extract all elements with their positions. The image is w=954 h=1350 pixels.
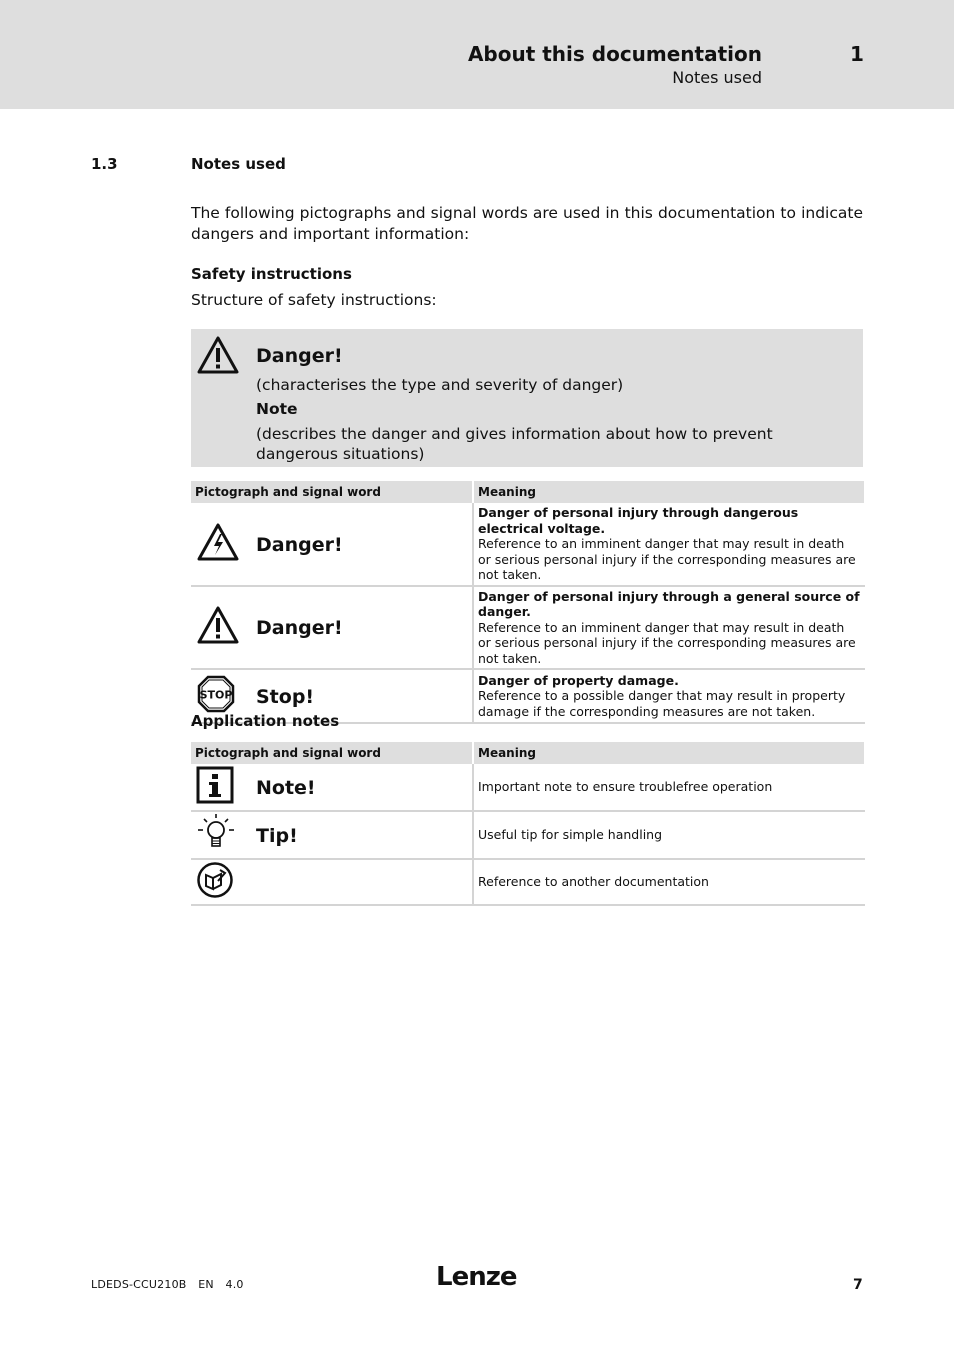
safety-structure-box (191, 329, 863, 467)
intro-paragraph: The following pictographs and signal words are used in this documentation to indicate dangers and important information: (191, 204, 863, 243)
meaning-title: Danger of property damage. (478, 672, 679, 688)
lenze-logo: Lenze (436, 1262, 517, 1292)
meaning-title: Danger of personal injury through dangerous electrical voltage. (478, 505, 799, 536)
table-header-row (191, 481, 865, 503)
safety-heading: Safety instructions (191, 265, 352, 283)
footer-doc-info (91, 1278, 252, 1291)
box-description-text: (describes the danger and gives information about how to prevent dangerous situations) (256, 425, 773, 463)
general-danger-icon (196, 605, 240, 649)
reference-book-icon (196, 861, 234, 903)
footer-doc-id: LDEDS-CCU210B (91, 1278, 187, 1291)
chapter-number: 1 (850, 42, 864, 66)
application-notes-table (191, 742, 866, 906)
footer-lang: EN (198, 1278, 214, 1291)
general-danger-icon (196, 335, 240, 379)
electrical-danger-icon (196, 522, 240, 566)
meaning-text: Reference to another documentation (473, 859, 865, 905)
table-row (191, 586, 865, 670)
meaning-text: Reference to a possible danger that may result in property damage if the corresponding measures are not taken. (478, 688, 846, 719)
section-title: Notes used (191, 155, 286, 173)
signal-word: Stop! (256, 686, 315, 709)
table-header-row (191, 742, 865, 764)
meaning-text: Reference to an imminent danger that may result in death or serious personal injury if the corresponding measures are not taken. (478, 536, 856, 582)
table-row (191, 811, 865, 859)
table-row (191, 859, 865, 905)
box-signal-word: Danger! (256, 345, 343, 367)
info-icon (196, 766, 234, 808)
meaning-text: Reference to an imminent danger that may result in death or serious personal injury if the corresponding measures are not taken. (478, 619, 856, 666)
section-number: 1.3 (91, 155, 118, 173)
safety-notes-table (191, 481, 866, 724)
footer-version: 4.0 (225, 1278, 244, 1291)
table-row (191, 764, 865, 811)
header-subtitle: Notes used (672, 68, 762, 87)
column-header: Pictograph and signal word (191, 742, 473, 764)
safety-structure-label: Structure of safety instructions: (191, 291, 437, 309)
column-header: Meaning (473, 481, 865, 503)
lightbulb-icon (196, 813, 236, 857)
page-header (0, 0, 954, 109)
application-heading: Application notes (191, 712, 340, 730)
svg-text:STOP: STOP (199, 688, 233, 702)
meaning-text: Important note to ensure troublefree operation (473, 764, 865, 811)
signal-word: Note! (256, 777, 316, 800)
column-header: Pictograph and signal word (191, 481, 473, 503)
meaning-text: Useful tip for simple handling (473, 811, 865, 859)
box-note-label: Note (256, 400, 298, 418)
header-title: About this documentation (467, 42, 762, 66)
column-header: Meaning (473, 742, 865, 764)
page-number: 7 (853, 1277, 863, 1293)
signal-word: Danger! (256, 533, 343, 556)
meaning-title: Danger of personal injury through a general source of danger. (478, 588, 860, 619)
table-row (191, 503, 865, 586)
box-type-text: (characterises the type and severity of danger) (256, 376, 624, 394)
signal-word: Danger! (256, 617, 343, 640)
signal-word: Tip! (256, 825, 298, 848)
